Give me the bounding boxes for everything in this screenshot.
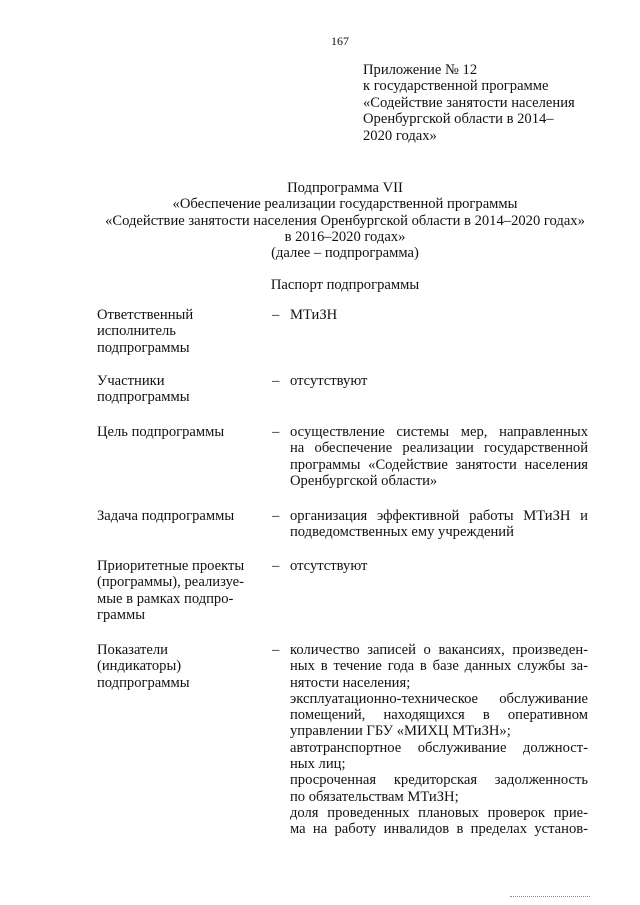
- value-line: по обязательствам МТиЗН;: [290, 788, 459, 805]
- value-line: ма на работу инвалидов в пределах установ-: [290, 821, 588, 838]
- row-value: [290, 642, 588, 838]
- label-line: Задача подпрограммы: [97, 508, 235, 524]
- label-line: исполнитель: [97, 323, 176, 340]
- label-line: подпрограммы: [97, 389, 190, 406]
- subprogram-title: [60, 180, 630, 261]
- value-line: отсутствуют: [290, 373, 368, 389]
- row-value: [290, 307, 588, 323]
- value-line: эксплуатационно-техническое обслуживание: [290, 690, 588, 707]
- value-line: подведомственных ему учреждений: [290, 524, 514, 541]
- dash: –: [272, 373, 280, 389]
- dash: –: [272, 642, 280, 658]
- label-line: Показатели: [97, 642, 168, 658]
- title-line: «Обеспечение реализации государственной программы: [172, 196, 518, 213]
- value-line: организация эффективной работы МТиЗН и: [290, 508, 588, 524]
- row-label: [97, 558, 257, 623]
- value-line: на обеспечение реализации государственной: [290, 440, 588, 457]
- value-line: отсутствуют: [290, 558, 368, 574]
- value-line: количество записей о вакансиях, произведен-: [290, 642, 588, 658]
- row-label: [97, 373, 257, 406]
- value-line: программы «Содействие занятости населения: [290, 456, 588, 473]
- value-line: ных лиц;: [290, 756, 346, 773]
- value-line: просроченная кредиторская задолженность: [290, 772, 588, 789]
- value-line: осуществление системы мер, направленных: [290, 424, 588, 440]
- label-line: Цель подпрограммы: [97, 424, 225, 440]
- value-line: нятости населения;: [290, 674, 411, 691]
- label-line: Приоритетные проекты: [97, 558, 245, 574]
- passport-title: Паспорт подпрограммы: [270, 277, 420, 293]
- appendix-line: Приложение № 12: [363, 62, 478, 78]
- appendix-line: 2020 годах»: [363, 127, 437, 144]
- row-label: [97, 508, 257, 524]
- value-line: ных в течение года в базе данных службы за-: [290, 658, 588, 675]
- row-value: [290, 373, 588, 389]
- value-line: помещений, находящихся в оперативном: [290, 707, 588, 724]
- label-line: Участники: [97, 373, 165, 389]
- value-line: автотранспортное обслуживание должност-: [290, 739, 588, 756]
- appendix-note: [363, 62, 623, 144]
- value-line: МТиЗН: [290, 307, 338, 323]
- appendix-line: «Содействие занятости населения: [363, 94, 575, 111]
- row-label: [97, 424, 257, 440]
- row-label: [97, 642, 257, 691]
- label-line: мые в рамках подпро-: [97, 590, 234, 607]
- title-line: в 2016–2020 годах»: [284, 228, 406, 245]
- value-line: Оренбургской области»: [290, 472, 438, 489]
- page-number: 167: [331, 34, 349, 48]
- row-value: [290, 508, 588, 541]
- dash: –: [272, 424, 280, 440]
- label-line: подпрограммы: [97, 339, 190, 356]
- dash: –: [272, 558, 280, 574]
- row-label: [97, 307, 257, 356]
- row-value: [290, 558, 588, 574]
- title-line: Подпрограмма VII: [287, 180, 403, 196]
- scan-artifact: [510, 896, 590, 899]
- label-line: Ответственный: [97, 307, 194, 323]
- dash: –: [272, 508, 280, 524]
- value-line: управлении ГБУ «МИХЦ МТиЗН»;: [290, 723, 511, 740]
- dash: –: [272, 307, 280, 323]
- label-line: граммы: [97, 606, 146, 623]
- appendix-line: к государственной программе: [363, 78, 549, 95]
- appendix-line: Оренбургской области в 2014–: [363, 111, 554, 128]
- label-line: подпрограммы: [97, 674, 190, 691]
- title-line: (далее – подпрограмма): [271, 245, 419, 262]
- label-line: (индикаторы): [97, 658, 182, 675]
- label-line: (программы), реализуе-: [97, 574, 245, 591]
- title-line: «Содействие занятости населения Оренбургской области в 2014–2020 годах»: [105, 212, 585, 229]
- value-line: доля проведенных плановых проверок прие-: [290, 804, 588, 821]
- row-value: [290, 424, 588, 489]
